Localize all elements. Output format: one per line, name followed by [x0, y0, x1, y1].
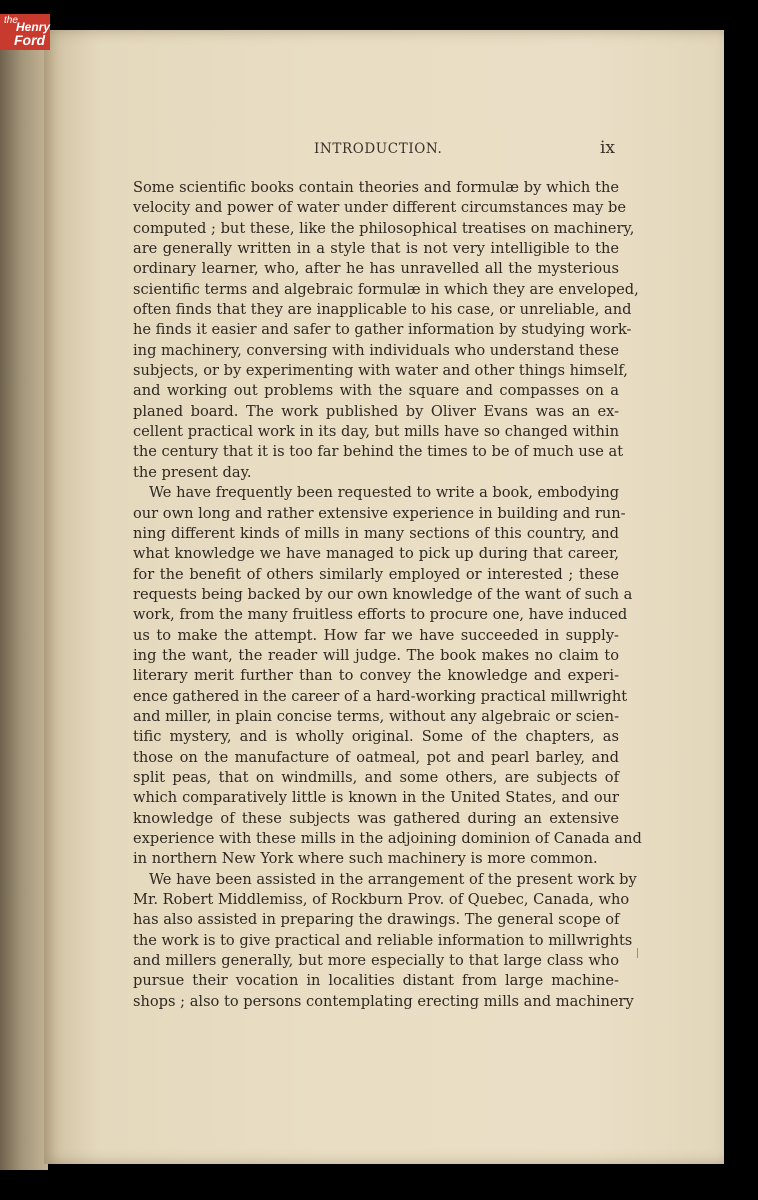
running-head: INTRODUCTION.: [314, 141, 443, 157]
body-text: [133, 178, 642, 1012]
logo-henry: Henry: [16, 20, 51, 34]
logo-the: the: [4, 15, 18, 26]
text-line: us to make the attempt. How far we have succeeded in supply-: [133, 626, 619, 644]
text-line: computed ; but these, like the philosophical treatises on machinery,: [133, 219, 635, 237]
text-line: he finds it easier and safer to gather information by studying work-: [133, 321, 632, 339]
text-line: our own long and rather extensive experience in building and run-: [133, 504, 626, 522]
text-line: what knowledge we have managed to pick up during that career,: [133, 545, 619, 563]
text-line: planed board. The work published by Oliver Evans was an ex-: [133, 402, 619, 420]
text-line: pursue their vocation in localities distant from large machine-: [133, 972, 619, 990]
book-gutter: [0, 30, 48, 1170]
text-line: are generally written in a style that is not very intelligible to the: [133, 240, 619, 258]
text-line: tific mystery, and is wholly original. Some of the chapters, as: [133, 728, 619, 746]
text-line: those on the manufacture of oatmeal, pot and pearl barley, and: [133, 748, 619, 766]
text-line: ing machinery, conversing with individuals who understand these: [133, 341, 619, 359]
text-line: experience with these mills in the adjoining dominion of Canada and: [133, 830, 642, 847]
text-line: We have been assisted in the arrangement of the present work by: [149, 870, 637, 888]
text-line: requests being backed by our own knowledge of the want of such a: [133, 585, 633, 603]
text-line: knowledge of these subjects was gathered during an extensive: [133, 809, 619, 827]
text-line: which comparatively little is known in the United States, and our: [133, 789, 619, 807]
text-line: Mr. Robert Middlemiss, of Rockburn Prov. of Quebec, Canada, who: [133, 891, 630, 909]
text-line: ing the want, the reader will judge. The book makes no claim to: [133, 646, 619, 664]
text-line: often finds that they are inapplicable to his case, or unreliable, and: [133, 301, 632, 319]
paragraph: [133, 178, 639, 483]
text-line: in northern New York where such machinery is more common.: [133, 850, 598, 868]
text-line: the present day.: [133, 463, 252, 481]
page-number: ix: [600, 138, 616, 158]
text-line: for the benefit of others similarly employed or interested ; these: [133, 565, 619, 583]
text-line: scientific terms and algebraic formulæ in which they are enveloped,: [133, 280, 639, 298]
text-line: has also assisted in preparing the drawings. The general scope of: [133, 911, 620, 929]
text-line: work, from the many fruitless efforts to procure one, have induced: [133, 606, 628, 624]
text-line: ence gathered in the career of a hard-working practical millwright: [133, 687, 628, 705]
henry-ford-logo: [0, 14, 50, 50]
text-line: and miller, in plain concise terms, without any algebraic or scien-: [133, 707, 619, 725]
text-line: shops ; also to persons contemplating erecting mills and machinery: [133, 992, 634, 1010]
text-line: Some scientific books contain theories and formulæ by which the: [133, 179, 619, 196]
paragraph: [133, 483, 642, 870]
text-line: velocity and power of water under different circumstances may be: [133, 199, 626, 217]
text-line: and working out problems with the square and compasses on a: [133, 382, 619, 400]
text-line: split peas, that on windmills, and some others, are subjects of: [133, 768, 619, 786]
pencil-mark: [637, 948, 638, 958]
text-line: ning different kinds of mills in many sections of this country, and: [133, 524, 619, 542]
text-line: subjects, or by experimenting with water and other things himself,: [133, 362, 628, 380]
text-line: the century that it is too far behind the times to be of much use at: [133, 443, 624, 461]
text-line: ordinary learner, who, after he has unravelled all the mysterious: [133, 260, 619, 278]
text-line: cellent practical work in its day, but mills have so changed within: [133, 423, 619, 441]
text-line: We have frequently been requested to write a book, embodying: [149, 484, 620, 502]
text-line: and millers generally, but more especially to that large class who: [133, 952, 619, 970]
logo-ford: Ford: [14, 32, 46, 48]
text-line: the work is to give practical and reliable information to millwrights: [133, 931, 633, 949]
text-line: literary merit further than to convey the knowledge and experi-: [133, 667, 619, 685]
paragraph: [133, 870, 637, 1012]
